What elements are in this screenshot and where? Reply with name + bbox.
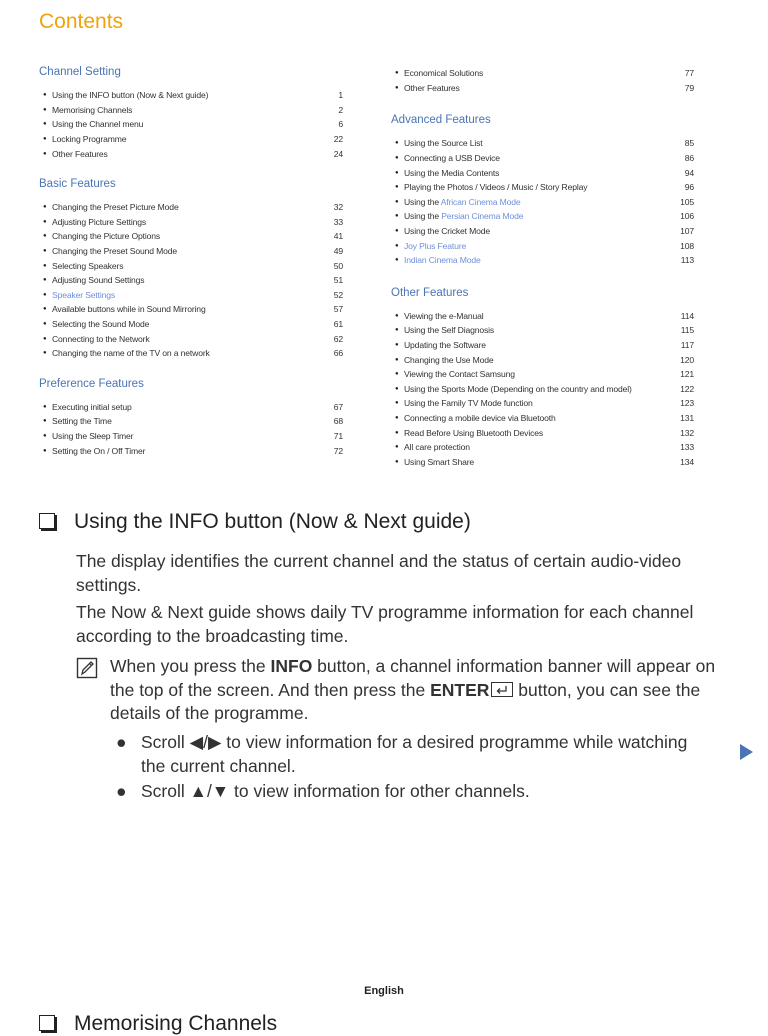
- toc-item[interactable]: [39, 331, 343, 346]
- toc-item-highlight: Indian Cinema Mode: [404, 255, 481, 266]
- bullet-icon: ●: [43, 432, 47, 439]
- toc-item[interactable]: [391, 66, 694, 81]
- toc-item-label: [391, 168, 499, 178]
- toc-page-number: 66: [333, 348, 343, 359]
- toc-item[interactable]: [391, 195, 694, 210]
- toc-page-number: 86: [684, 153, 694, 164]
- toc-item-label: [39, 217, 146, 227]
- toc-item-text: Locking Programme: [52, 134, 127, 145]
- toc-item[interactable]: [391, 136, 694, 151]
- page-title: Contents: [39, 10, 124, 33]
- bullet-icon: ●: [43, 277, 47, 284]
- toc-list: [391, 309, 694, 470]
- toc-item-label: [391, 340, 486, 350]
- toc-item[interactable]: [39, 317, 343, 332]
- toc-item-label: [39, 431, 133, 441]
- bullet-icon: ●: [395, 140, 399, 147]
- toc-item-text: Changing the Picture Options: [52, 231, 161, 242]
- bullet-icon: ●: [395, 371, 399, 378]
- toc-item-label: [391, 197, 521, 207]
- toc-item-highlight: Joy Plus Feature: [404, 240, 467, 251]
- bullet-icon: ●: [395, 155, 399, 162]
- toc-page-number: 120: [680, 354, 694, 365]
- toc-page-number: 67: [333, 401, 343, 412]
- toc-item-text: Changing the Use Mode: [404, 354, 494, 365]
- toc-item[interactable]: [391, 367, 694, 382]
- toc-page-number: 85: [684, 138, 694, 149]
- bullet-item-2: [116, 780, 716, 804]
- toc-item-text: Adjusting Sound Settings: [52, 275, 145, 286]
- toc-page-number: 106: [680, 211, 694, 222]
- toc-list: [39, 88, 343, 161]
- bullet-icon: ●: [43, 106, 47, 113]
- toc-item[interactable]: [391, 454, 694, 469]
- enter-button-label: ENTER: [430, 679, 490, 700]
- toc-item-text: Using the INFO button (Now & Next guide): [52, 90, 209, 101]
- bullet-icon: ●: [395, 169, 399, 176]
- toc-item[interactable]: [391, 81, 694, 96]
- bullet-icon: ●: [395, 356, 399, 363]
- toc-item-label: [39, 275, 144, 285]
- bullet-icon: ●: [43, 248, 47, 255]
- bullet-icon: ●: [395, 184, 399, 191]
- toc-item-text: Using the Sports Mode (Depending on the country and model): [404, 383, 632, 394]
- toc-item-text: Playing the Photos / Videos / Music / Story Replay: [404, 182, 588, 193]
- toc-page-number: 41: [333, 231, 343, 242]
- toc-item-label: [391, 311, 484, 321]
- toc-page-number: 50: [333, 260, 343, 271]
- toc-item[interactable]: [39, 229, 343, 244]
- toc-list: [39, 400, 343, 458]
- toc-item[interactable]: [391, 396, 694, 411]
- toc-item[interactable]: [391, 323, 694, 338]
- bullet-icon: ●: [116, 781, 127, 801]
- toc-item-label: [39, 202, 179, 212]
- toc-item-text: Setting the Time: [52, 416, 112, 427]
- bullet-icon: ●: [395, 385, 399, 392]
- toc-item[interactable]: [39, 429, 343, 444]
- toc-page-number: 105: [680, 196, 694, 207]
- note-pencil-icon: [76, 657, 98, 679]
- toc-item-label: [39, 246, 177, 256]
- toc-page-number: 121: [680, 369, 694, 380]
- bullet-icon: ●: [395, 342, 399, 349]
- toc-item-label: [391, 255, 481, 265]
- bullet-text-1: Scroll ◀/▶ to view information for a desired programme while watching the current channel.: [141, 732, 688, 776]
- toc-page-number: 33: [333, 216, 343, 227]
- toc-item-label: [391, 413, 556, 423]
- toc-page-number: 114: [680, 310, 694, 321]
- bullet-icon: ●: [395, 400, 399, 407]
- toc-item[interactable]: [39, 244, 343, 259]
- toc-item[interactable]: [391, 440, 694, 455]
- bullet-icon: ●: [43, 321, 47, 328]
- toc-item-label: [39, 348, 210, 358]
- toc-item[interactable]: [391, 151, 694, 166]
- toc-item-text: Selecting Speakers: [52, 260, 124, 271]
- toc-item-text: Using the Family TV Mode function: [404, 398, 533, 409]
- toc-item[interactable]: [39, 346, 343, 361]
- toc-item[interactable]: [391, 180, 694, 195]
- bullet-icon: ●: [43, 150, 47, 157]
- toc-right-column: [391, 66, 694, 469]
- toc-item-text: All care protection: [404, 442, 470, 453]
- checkbox-icon: [39, 1015, 55, 1031]
- toc-item-text: Read Before Using Bluetooth Devices: [404, 427, 544, 438]
- toc-item[interactable]: [39, 132, 343, 147]
- bullet-icon: ●: [43, 335, 47, 342]
- toc-page-number: 61: [333, 319, 343, 330]
- toc-item-label: [39, 319, 149, 329]
- toc-page-number: 123: [680, 398, 694, 409]
- bullet-icon: ●: [43, 403, 47, 410]
- toc-section-heading[interactable]: Advanced Features: [391, 114, 491, 127]
- toc-item[interactable]: [391, 309, 694, 324]
- toc-item-text: Connecting to the Network: [52, 333, 150, 344]
- toc-item[interactable]: [391, 253, 694, 268]
- toc-item-highlight: African Cinema Mode: [440, 196, 521, 207]
- toc-item-text: Using the: [404, 196, 441, 207]
- toc-page-number: 32: [333, 202, 343, 213]
- toc-item[interactable]: [39, 200, 343, 215]
- toc-page-number: 24: [333, 148, 343, 159]
- toc-item-label: [391, 138, 483, 148]
- enter-icon: [491, 682, 513, 697]
- toc-item-label: [391, 369, 515, 379]
- toc-page-number: 133: [680, 442, 694, 453]
- bullet-icon: ●: [395, 414, 399, 421]
- toc-item[interactable]: [39, 88, 343, 103]
- next-section-heading: [39, 1012, 277, 1036]
- toc-item[interactable]: [39, 443, 343, 458]
- toc-item-text: Adjusting Picture Settings: [52, 216, 147, 227]
- toc-section-heading[interactable]: Channel Setting: [39, 66, 121, 78]
- toc-item-text: Connecting a USB Device: [404, 153, 500, 164]
- toc-page-number: 72: [333, 445, 343, 456]
- toc-item-label: [391, 442, 470, 452]
- next-section-heading-text: Memorising Channels: [74, 1012, 278, 1035]
- toc-page-number: 132: [680, 427, 694, 438]
- toc-item-label: [391, 384, 632, 394]
- toc-item-label: [39, 105, 132, 115]
- section-heading-text: Using the INFO button (Now & Next guide): [74, 510, 471, 533]
- toc-item[interactable]: [391, 382, 694, 397]
- toc-page-number: 49: [333, 246, 343, 257]
- toc-item[interactable]: [39, 400, 343, 415]
- bullet-icon: ●: [395, 444, 399, 451]
- toc-item-label: [39, 231, 160, 241]
- toc-item-text: Using the: [404, 211, 442, 222]
- toc-page-number: 22: [333, 134, 343, 145]
- toc-section-heading[interactable]: Other Features: [391, 286, 469, 299]
- toc-item-label: [39, 90, 208, 100]
- bullet-icon: ●: [395, 429, 399, 436]
- toc-item[interactable]: [39, 414, 343, 429]
- toc-page-number: 57: [333, 304, 343, 315]
- toc-page-number: 71: [333, 430, 343, 441]
- toc-item-label: [39, 149, 108, 159]
- toc-item[interactable]: [391, 165, 694, 180]
- toc-item[interactable]: [39, 258, 343, 273]
- bullet-icon: ●: [43, 306, 47, 313]
- toc-item-label: [391, 182, 587, 192]
- toc-item-highlight: Speaker Settings: [52, 289, 116, 300]
- bullet-text-2: Scroll ▲/▼ to view information for other channels.: [141, 781, 530, 801]
- toc-item-label: [391, 428, 543, 438]
- toc-item-label: [391, 153, 500, 163]
- bullet-icon: ●: [43, 136, 47, 143]
- toc-list: [39, 200, 343, 361]
- note-text-part-1: When you press the: [110, 656, 271, 676]
- bullet-icon: ●: [43, 262, 47, 269]
- toc-item-label: [39, 416, 112, 426]
- toc-page-number: 51: [333, 275, 343, 286]
- toc-item-text: Using the Channel menu: [52, 119, 144, 130]
- bullet-icon: ●: [43, 233, 47, 240]
- toc-page-number: 134: [680, 456, 694, 467]
- bullet-icon: ●: [43, 350, 47, 357]
- toc-item-label: [391, 68, 483, 78]
- paragraph-2: The Now & Next guide shows daily TV programme information for each channel according to the broadcasting time.: [76, 602, 694, 646]
- toc-item-label: [391, 211, 523, 221]
- toc-item-text: Using the Cricket Mode: [404, 226, 491, 237]
- toc-item[interactable]: [391, 238, 694, 253]
- toc-item-label: [39, 446, 145, 456]
- toc-item[interactable]: [39, 302, 343, 317]
- toc-page-number: 62: [333, 333, 343, 344]
- toc-item-text: Executing initial setup: [52, 401, 132, 412]
- toc-item-label: [39, 134, 126, 144]
- toc-list: [391, 136, 694, 267]
- toc-item-label: [391, 325, 494, 335]
- toc-item-label: [39, 402, 132, 412]
- bullet-icon: ●: [395, 228, 399, 235]
- toc-item-label: [391, 241, 466, 251]
- toc-item[interactable]: [391, 352, 694, 367]
- bullet-icon: ●: [43, 121, 47, 128]
- toc-item-text: Changing the name of the TV on a network: [52, 348, 210, 359]
- info-button-label: INFO: [270, 656, 313, 676]
- toc-item-label: [391, 398, 533, 408]
- bullet-icon: ●: [43, 291, 47, 298]
- toc-item[interactable]: [391, 209, 694, 224]
- toc-item[interactable]: [39, 288, 343, 303]
- bullet-icon: ●: [43, 204, 47, 211]
- toc-item-label: [39, 334, 150, 344]
- toc-item[interactable]: [39, 215, 343, 230]
- note-text-part-3: button, you can see the details of the programme.: [110, 679, 701, 723]
- toc-item-text: Changing the Preset Picture Mode: [52, 202, 179, 213]
- toc-item[interactable]: [39, 146, 343, 161]
- paragraph-1: The display identifies the current channel and the status of certain audio-video settings.: [76, 551, 682, 595]
- toc-item-text: Using Smart Share: [404, 456, 475, 467]
- toc-item-label: [391, 226, 490, 236]
- toc-item-label: [39, 119, 143, 129]
- bullet-item-1: [116, 731, 716, 778]
- toc-item-text: Setting the On / Off Timer: [52, 445, 146, 456]
- footer-language: English: [364, 985, 404, 997]
- toc-item-text: Viewing the Contact Samsung: [404, 369, 515, 380]
- note-text-part-2: button, a channel information banner will appear on the top of the screen. And then press the: [110, 656, 716, 700]
- toc-section-heading[interactable]: Preference Features: [39, 377, 144, 390]
- toc-item-text: Using the Media Contents: [404, 167, 500, 178]
- toc-page-number: 94: [684, 167, 694, 178]
- bullet-icon: ●: [395, 70, 399, 77]
- toc-item-label: [39, 290, 115, 300]
- bullet-icon: ●: [116, 732, 127, 752]
- toc-list: [391, 66, 694, 95]
- toc-item-label: [391, 355, 494, 365]
- toc-item-text: Available buttons while in Sound Mirroring: [52, 304, 206, 315]
- toc-item-text: Economical Solutions: [404, 68, 484, 79]
- bullet-icon: ●: [395, 327, 399, 334]
- toc-page-number: 107: [680, 226, 694, 237]
- bullet-icon: ●: [395, 213, 399, 220]
- toc-item[interactable]: [391, 411, 694, 426]
- toc-page-number: 113: [680, 255, 694, 266]
- toc-item-text: Changing the Preset Sound Mode: [52, 246, 177, 257]
- checkbox-icon: [39, 513, 55, 529]
- bullet-icon: ●: [43, 447, 47, 454]
- bullet-icon: ●: [395, 257, 399, 264]
- toc-item-highlight: Persian Cinema Mode: [441, 211, 524, 222]
- toc-item-text: Using the Self Diagnosis: [404, 325, 495, 336]
- toc-item-text: Using the Sleep Timer: [52, 430, 134, 441]
- toc-page-number: 79: [684, 82, 694, 93]
- toc-page-number: 117: [680, 340, 694, 351]
- toc-item[interactable]: [39, 103, 343, 118]
- toc-page-number: 52: [333, 289, 343, 300]
- toc-page-number: 68: [333, 416, 343, 427]
- bullet-icon: ●: [43, 218, 47, 225]
- toc-page-number: 77: [684, 68, 694, 79]
- toc-page-number: 96: [684, 182, 694, 193]
- bullet-icon: ●: [43, 92, 47, 99]
- toc-page-number: 131: [680, 412, 694, 423]
- toc-item[interactable]: [39, 117, 343, 132]
- toc-page-number: 1: [338, 90, 343, 101]
- toc-left-column: [39, 66, 343, 458]
- toc-item[interactable]: [391, 224, 694, 239]
- toc-item[interactable]: [391, 425, 694, 440]
- note-block: [76, 655, 736, 726]
- toc-item-text: Updating the Software: [404, 340, 486, 351]
- toc-item-label: [39, 261, 123, 271]
- toc-item-text: Connecting a mobile device via Bluetooth: [404, 412, 556, 423]
- toc-item-text: Memorising Channels: [52, 104, 133, 115]
- toc-item-text: Using the Source List: [404, 138, 483, 149]
- toc-page-number: 115: [680, 325, 694, 336]
- toc-item-label: [39, 304, 206, 314]
- toc-page-number: 122: [680, 383, 694, 394]
- bullet-icon: ●: [395, 312, 399, 319]
- note-text: [110, 655, 736, 726]
- toc-page-number: 6: [338, 119, 343, 130]
- toc-item[interactable]: [39, 273, 343, 288]
- toc-item-text: Viewing the e-Manual: [404, 310, 484, 321]
- toc-item-text: Other Features: [404, 82, 460, 93]
- bullet-icon: ●: [395, 198, 399, 205]
- toc-section-heading[interactable]: Basic Features: [39, 177, 116, 190]
- toc-page-number: 108: [680, 240, 694, 251]
- bullet-icon: ●: [395, 242, 399, 249]
- toc-item-text: Other Features: [52, 148, 108, 159]
- toc-item-label: [391, 457, 474, 467]
- toc-item-text: Selecting the Sound Mode: [52, 319, 150, 330]
- bullet-icon: ●: [395, 458, 399, 465]
- bullet-icon: ●: [43, 418, 47, 425]
- next-page-arrow-icon[interactable]: [740, 744, 753, 760]
- section-heading: [39, 510, 471, 534]
- bullet-icon: ●: [395, 84, 399, 91]
- toc-item[interactable]: [391, 338, 694, 353]
- toc-page-number: 2: [338, 104, 343, 115]
- toc-item-label: [391, 83, 460, 93]
